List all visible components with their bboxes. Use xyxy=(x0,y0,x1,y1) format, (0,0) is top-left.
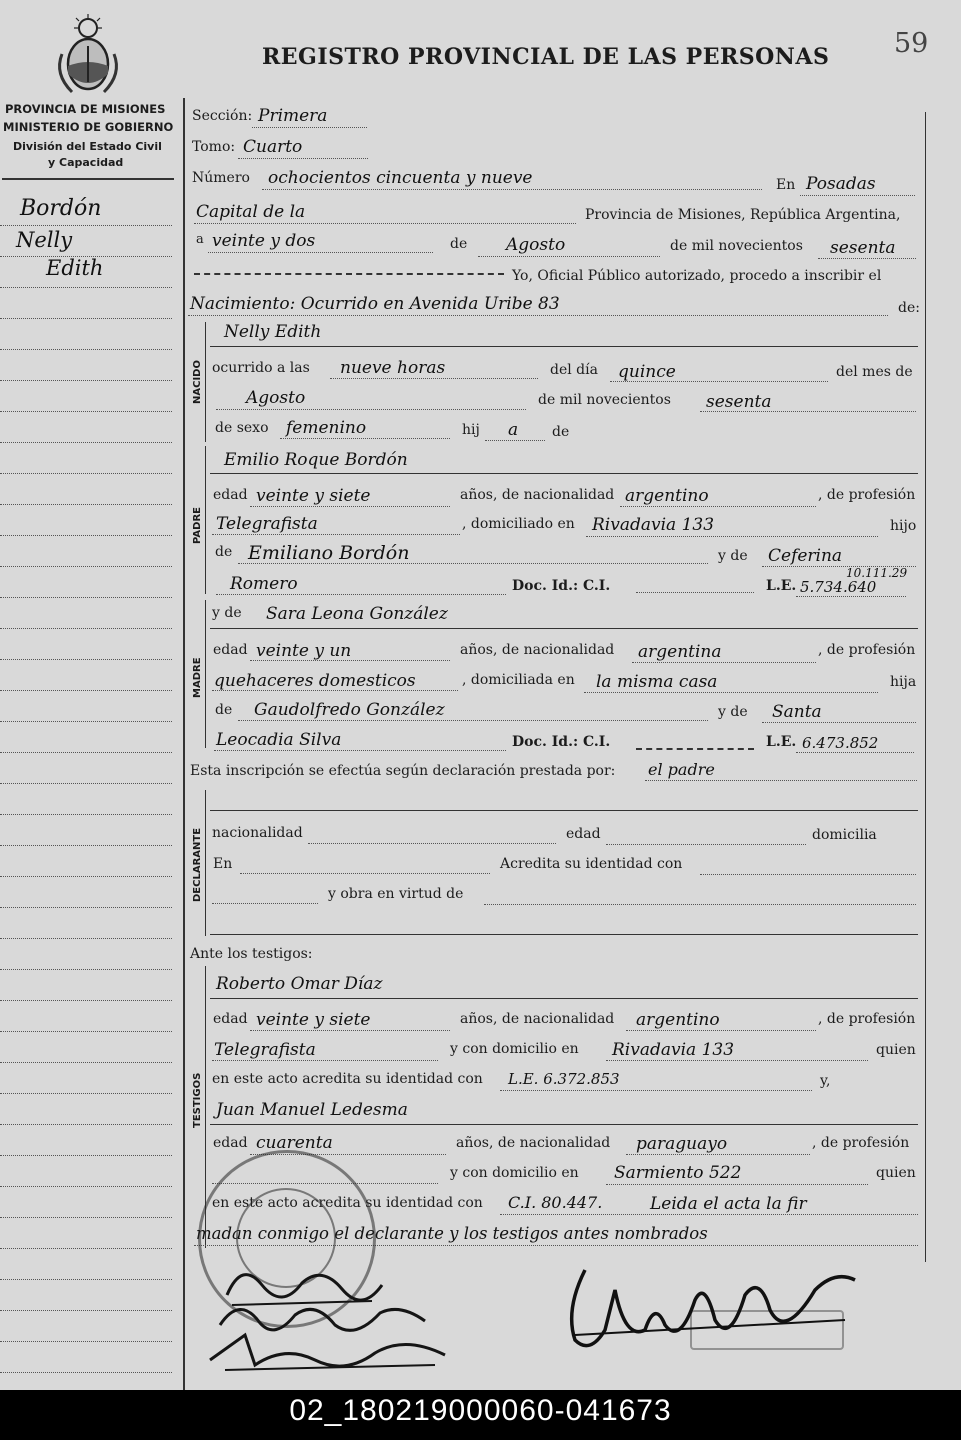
margin-ruled-line xyxy=(0,1248,172,1249)
margin-ruled-line xyxy=(0,628,172,629)
nacido-hij: a xyxy=(508,420,519,440)
margin-ruled-line xyxy=(0,1217,172,1218)
margin-ruled-line xyxy=(0,752,172,753)
issuer-line-4: y Capacidad xyxy=(48,156,124,169)
testigo2-identidad: C.I. 80.447. xyxy=(508,1193,603,1212)
margin-ruled-line xyxy=(0,287,172,288)
margin-given-2: Edith xyxy=(46,256,104,280)
issuer-line-2: MINISTERIO DE GOBIERNO xyxy=(3,120,174,134)
section-nacido: NACIDO xyxy=(192,360,203,404)
label-del-dia: del día xyxy=(550,362,598,378)
label-anos-nac-madre: años, de nacionalidad xyxy=(460,642,615,658)
testigo1-nacionalidad: argentino xyxy=(636,1010,720,1030)
margin-ruled-line xyxy=(0,256,172,257)
label-edad-decl: edad xyxy=(566,826,601,842)
testigo1-domicilio: Rivadavia 133 xyxy=(612,1040,735,1060)
label-y-de-madre-row: y de xyxy=(212,605,242,621)
testigo1-nombre: Roberto Omar Díaz xyxy=(216,974,383,994)
label-de-padre: de xyxy=(215,544,233,560)
margin-ruled-line xyxy=(0,845,172,846)
margin-ruled-line xyxy=(0,1031,172,1032)
margin-ruled-line xyxy=(0,318,172,319)
madre-padre: Gaudolfredo González xyxy=(254,700,445,720)
label-hija: hija xyxy=(890,674,917,690)
madre-nacionalidad: argentina xyxy=(638,642,722,662)
margin-ruled-line xyxy=(0,1155,172,1156)
declarante-value: el padre xyxy=(648,760,715,779)
cierre-linea-2: madan conmigo el declarante y los testigos antes nombrados xyxy=(196,1224,708,1243)
label-domiciliado: , domiciliado en xyxy=(462,516,575,532)
padre-madre-apellido: Romero xyxy=(230,574,298,594)
value-numero: ochocientos cincuenta y nueve xyxy=(268,168,533,188)
label-domicilia: domicilia xyxy=(812,827,877,843)
label-y-de-padre: y de xyxy=(718,548,748,564)
nacido-sexo: femenino xyxy=(286,418,367,438)
value-dia: veinte y dos xyxy=(212,231,316,251)
nacido-dia: quince xyxy=(618,362,676,382)
madre-domicilio: la misma casa xyxy=(596,672,718,692)
label-obra: y obra en virtud de xyxy=(328,886,464,902)
nacido-anio: sesenta xyxy=(706,392,772,412)
label-sexo: de sexo xyxy=(215,420,269,436)
madre-nombre: Sara Leona González xyxy=(266,604,448,624)
label-anos-nac-padre: años, de nacionalidad xyxy=(460,487,615,503)
margin-surname: Bordón xyxy=(20,196,102,221)
label-profesion-t2: , de profesión xyxy=(812,1135,910,1151)
testigo1-profesion: Telegrafista xyxy=(214,1040,316,1060)
section-testigos: TESTIGOS xyxy=(192,1072,203,1128)
label-acredita: Acredita su identidad con xyxy=(500,856,683,872)
issuer-line-1: PROVINCIA DE MISIONES xyxy=(5,102,166,116)
margin-ruled-line xyxy=(0,535,172,536)
label-edad-t1: edad xyxy=(213,1011,248,1027)
label-en: En xyxy=(776,177,796,193)
label-del-mes: del mes de xyxy=(836,364,913,380)
testigo1-edad: veinte y siete xyxy=(256,1010,371,1030)
label-en-decl: En xyxy=(213,856,233,872)
label-de-madre: de xyxy=(215,702,233,718)
label-doc-id-padre: Doc. Id.: C.I. xyxy=(512,578,611,594)
label-edad-madre: edad xyxy=(213,642,248,658)
value-lugar: Posadas xyxy=(806,174,876,194)
testigo2-nombre: Juan Manuel Ledesma xyxy=(216,1100,408,1120)
margin-ruled-line xyxy=(0,1372,172,1373)
label-le-padre: L.E. xyxy=(766,578,797,594)
testigo2-domicilio: Sarmiento 522 xyxy=(614,1163,742,1183)
margin-ruled-line xyxy=(0,1279,172,1280)
margin-ruled-line xyxy=(0,442,172,443)
margin-ruled-line xyxy=(0,349,172,350)
label-oficial: Yo, Oficial Público autorizado, procedo a inscribir el xyxy=(512,268,882,284)
label-doc-id-madre: Doc. Id.: C.I. xyxy=(512,734,611,750)
margin-ruled-line xyxy=(0,1062,172,1063)
label-le-madre: L.E. xyxy=(766,734,797,750)
label-en-este-acto-t1: en este acto acredita su identidad con xyxy=(212,1071,483,1087)
section-padre: PADRE xyxy=(192,507,203,544)
madre-edad: veinte y un xyxy=(256,641,352,661)
margin-ruled-line xyxy=(0,597,172,598)
label-inscripcion: Esta inscripción se efectúa según declaración prestada por: xyxy=(190,763,616,779)
padre-nacionalidad: argentino xyxy=(625,486,709,506)
signature-oficial xyxy=(555,1250,865,1360)
value-mes: Agosto xyxy=(506,235,566,255)
section-declarante: DECLARANTE xyxy=(192,827,203,902)
label-anos-nac-t2: años, de nacionalidad xyxy=(456,1135,611,1151)
margin-ruled-line xyxy=(0,1186,172,1187)
label-de-colon: de: xyxy=(898,300,920,316)
margin-ruled-line xyxy=(0,1000,172,1001)
nacido-mes: Agosto xyxy=(246,388,306,408)
label-ocurrido: ocurrido a las xyxy=(212,360,310,376)
coat-of-arms-icon xyxy=(52,14,124,100)
value-tomo: Cuarto xyxy=(243,137,303,157)
madre-madre-nombre: Santa xyxy=(772,702,822,722)
label-profesion-madre: , de profesión xyxy=(818,642,916,658)
margin-ruled-line xyxy=(0,225,172,226)
margin-ruled-line xyxy=(0,1124,172,1125)
margin-ruled-line xyxy=(0,938,172,939)
file-id: 02_180219000060-041673 xyxy=(289,1394,672,1427)
label-tomo: Tomo: xyxy=(192,139,236,155)
label-ante-testigos: Ante los testigos: xyxy=(190,946,313,962)
margin-ruled-line xyxy=(0,473,172,474)
padre-edad: veinte y siete xyxy=(256,486,371,506)
label-quien-t2: quien xyxy=(876,1165,916,1181)
nacido-nombre: Nelly Edith xyxy=(224,322,322,342)
madre-profesion: quehaceres domesticos xyxy=(214,671,416,691)
label-profesion-padre: , de profesión xyxy=(818,487,916,503)
label-domicilio-t1: y con domicilio en xyxy=(450,1041,579,1057)
label-mil-novecientos-2: de mil novecientos xyxy=(538,392,671,408)
margin-ruled-line xyxy=(0,1310,172,1311)
padre-padre: Emiliano Bordón xyxy=(248,542,410,564)
label-numero: Número xyxy=(192,170,250,186)
margin-ruled-line xyxy=(0,876,172,877)
padre-le-note: 10.111.29 xyxy=(846,566,908,580)
testigo2-nacionalidad: paraguayo xyxy=(636,1134,728,1154)
padre-madre-nombre: Ceferina xyxy=(768,546,843,566)
margin-ruled-line xyxy=(0,690,172,691)
margin-ruled-line xyxy=(0,721,172,722)
label-profesion-t1: , de profesión xyxy=(818,1011,916,1027)
value-seccion: Primera xyxy=(258,106,328,126)
label-hijo: hijo xyxy=(890,518,917,534)
label-edad-padre: edad xyxy=(213,487,248,503)
label-quien-t1: quien xyxy=(876,1042,916,1058)
label-hij: hij xyxy=(462,422,480,438)
value-capital: Capital de la xyxy=(196,202,306,222)
label-de: de xyxy=(450,236,468,252)
margin-ruled-line xyxy=(0,783,172,784)
label-provincia: Provincia de Misiones, República Argentina, xyxy=(585,207,901,223)
margin-ruled-line xyxy=(0,566,172,567)
margin-ruled-line xyxy=(0,907,172,908)
label-y-comma: y, xyxy=(820,1073,831,1089)
issuer-line-3: División del Estado Civil xyxy=(13,140,162,153)
madre-le: 6.473.852 xyxy=(802,734,879,752)
margin-ruled-line xyxy=(0,969,172,970)
madre-madre-apellido: Leocadia Silva xyxy=(216,730,342,750)
section-madre: MADRE xyxy=(192,657,203,698)
label-y-de-madre: y de xyxy=(718,704,748,720)
value-anio: sesenta xyxy=(830,238,896,258)
cierre-linea-1: Leida el acta la fir xyxy=(650,1194,807,1214)
margin-ruled-line xyxy=(0,659,172,660)
label-edad-t2: edad xyxy=(213,1135,248,1151)
label-en-este-acto-t2: en este acto acredita su identidad con xyxy=(212,1195,483,1211)
label-domiciliada: , domiciliada en xyxy=(462,672,575,688)
testigo2-edad: cuarenta xyxy=(256,1133,333,1153)
label-de-hij: de xyxy=(552,424,570,440)
padre-domicilio: Rivadavia 133 xyxy=(592,515,715,535)
padre-le: 5.734.640 xyxy=(800,578,877,596)
padre-nombre: Emilio Roque Bordón xyxy=(224,450,408,470)
margin-ruled-line xyxy=(0,411,172,412)
margin-ruled-line xyxy=(0,504,172,505)
signature-testigo-2 xyxy=(205,1325,455,1380)
label-nacionalidad-decl: nacionalidad xyxy=(212,825,303,841)
padre-profesion: Telegrafista xyxy=(216,514,318,534)
nacido-hora: nueve horas xyxy=(340,358,446,378)
margin-ruled-line xyxy=(0,380,172,381)
label-mil-novecientos: de mil novecientos xyxy=(670,238,803,254)
document-title: REGISTRO PROVINCIAL DE LAS PERSONAS xyxy=(262,44,830,70)
margin-given-1: Nelly xyxy=(16,228,73,252)
label-seccion: Sección: xyxy=(192,108,253,124)
margin-ruled-line xyxy=(0,814,172,815)
value-inscripcion: Nacimiento: Ocurrido en Avenida Uribe 83 xyxy=(190,294,560,314)
label-a: a xyxy=(196,232,204,247)
margin-ruled-line xyxy=(0,1093,172,1094)
label-domicilio-t2: y con domicilio en xyxy=(450,1165,579,1181)
margin-ruled-line xyxy=(0,1341,172,1342)
label-anos-nac-t1: años, de nacionalidad xyxy=(460,1011,615,1027)
testigo1-identidad: L.E. 6.372.853 xyxy=(508,1070,620,1088)
page-number: 59 xyxy=(894,28,929,59)
